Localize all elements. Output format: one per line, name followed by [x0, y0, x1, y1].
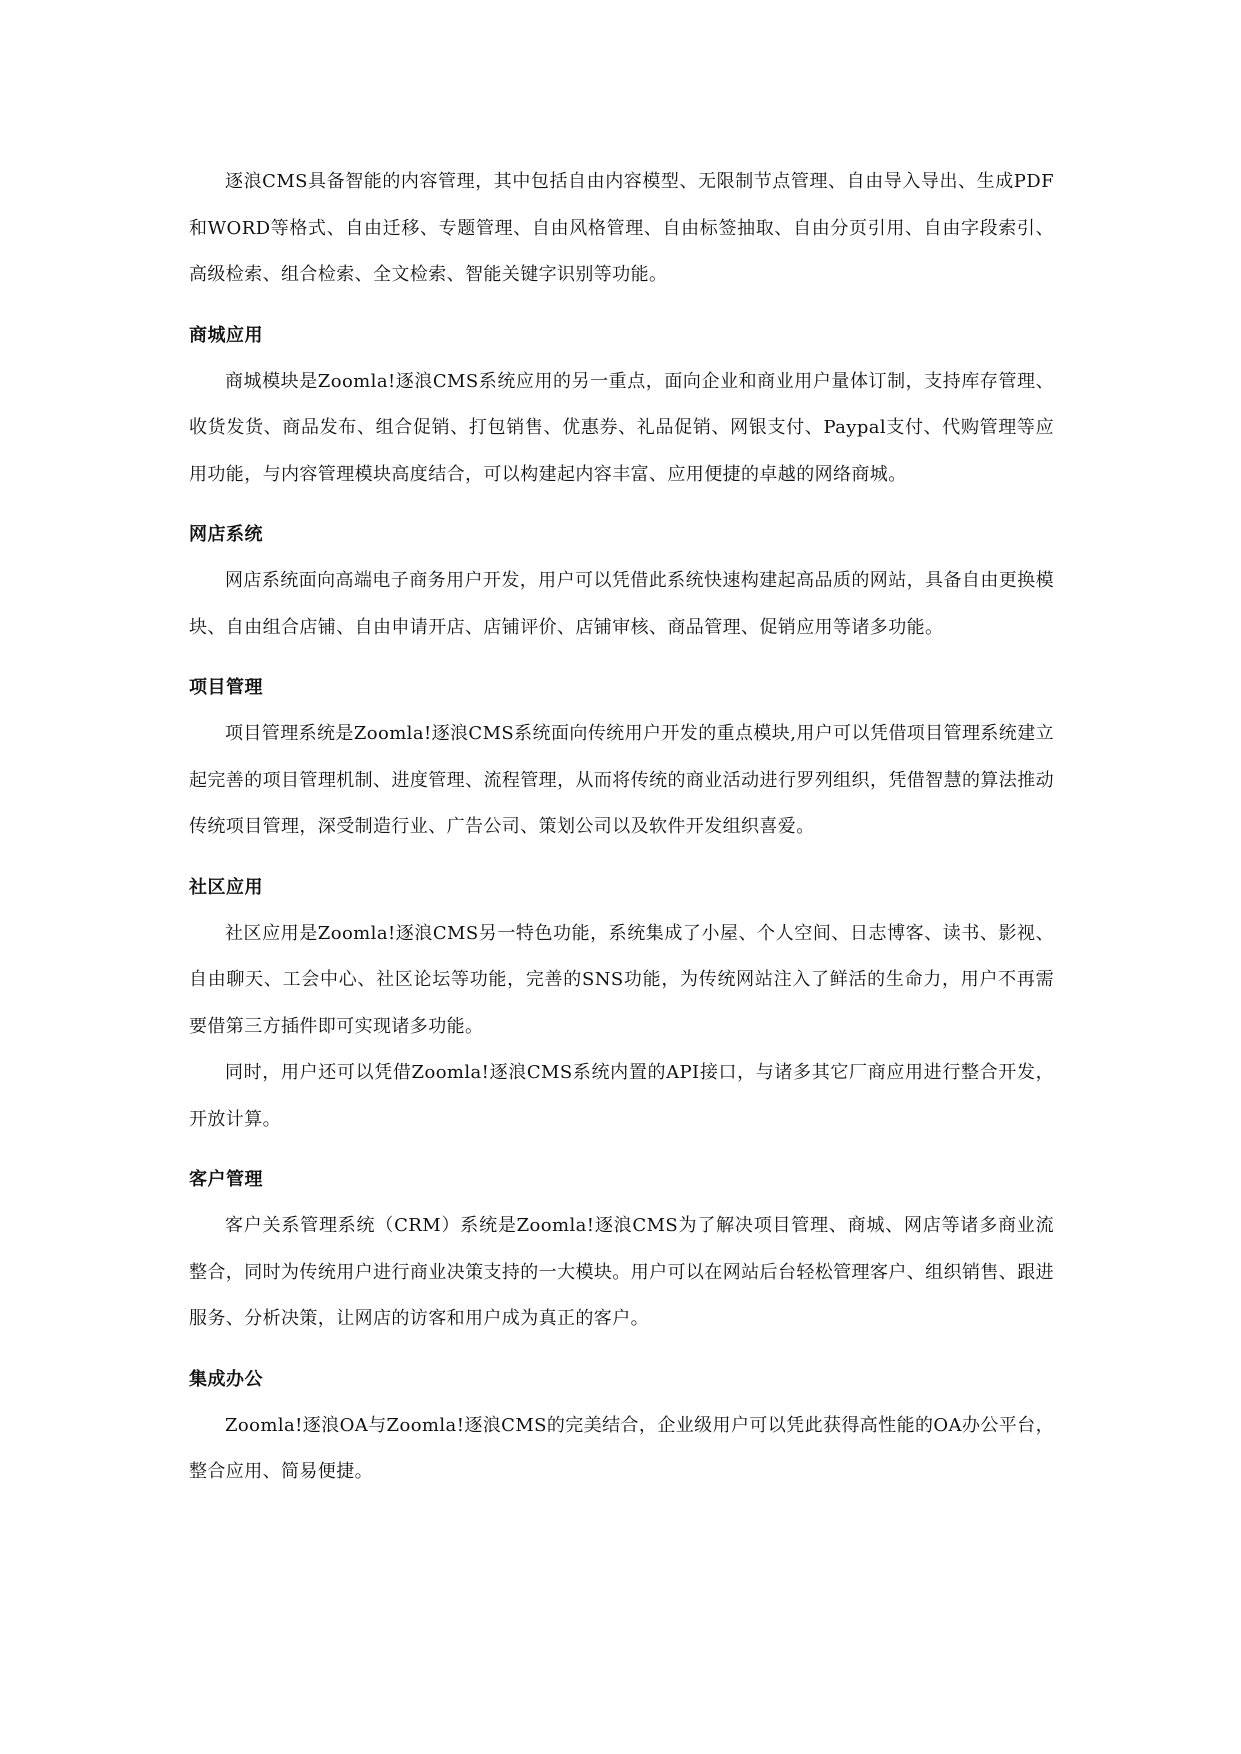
section-heading-mall: 商城应用 — [189, 324, 263, 346]
section-community — [189, 871, 1054, 1144]
section-paragraph: 商城模块是Zoomla!逐浪CMS系统应用的另一重点，面向企业和商业用户量体订制，支持库存管理、收货发货、商品发布、组合促销、打包销售、优惠券、礼品促销、网银支付、Paypal支付、代购管理等应用功能，与内容管理模块高度结合，可以构建起内容丰富、应用便捷的卓越的网络商城。 — [189, 370, 1054, 485]
document-body — [189, 159, 1054, 1496]
section-paragraph: Zoomla!逐浪OA与Zoomla!逐浪CMS的完美结合，企业级用户可以凭此获得高性能的OA办公平台，整合应用、简易便捷。 — [189, 1414, 1054, 1482]
section-paragraph: 项目管理系统是Zoomla!逐浪CMS系统面向传统用户开发的重点模块,用户可以凭借项目管理系统建立起完善的项目管理机制、进度管理、流程管理，从而将传统的商业活动进行罗列组织，凭借智慧的算法推动传统项目管理，深受制造行业、广告公司、策划公司以及软件开发组织喜爱。 — [189, 723, 1054, 837]
section-heading-shop-system: 网店系统 — [189, 524, 263, 545]
section-heading-community: 社区应用 — [189, 876, 263, 898]
intro-paragraph: 逐浪CMS具备智能的内容管理，其中包括自由内容模型、无限制节点管理、自由导入导出、生成PDF和WORD等格式、自由迁移、专题管理、自由风格管理、自由标签抽取、自由分页引用、自由字段索引、高级检索、组合检索、全文检索、智能关键字识别等功能。 — [189, 171, 1054, 285]
section-mall — [189, 319, 1054, 499]
section-crm — [189, 1163, 1054, 1343]
section-integrated-office — [189, 1363, 1054, 1496]
section-heading-integrated-office: 集成办公 — [189, 1368, 263, 1390]
section-shop-system — [189, 518, 1054, 651]
section-paragraph: 网店系统面向高端电子商务用户开发，用户可以凭借此系统快速构建起高品质的网站，具备自由更换模块、自由组合店铺、自由申请开店、店铺评价、店铺审核、商品管理、促销应用等诸多功能。 — [189, 570, 1054, 638]
section-heading-project-management: 项目管理 — [189, 677, 263, 698]
section-paragraph: 客户关系管理系统（CRM）系统是Zoomla!逐浪CMS为了解决项目管理、商城、网店等诸多商业流整合，同时为传统用户进行商业决策支持的一大模块。用户可以在网站后台轻松管理客户、组织销售、跟进服务、分析决策，让网店的访客和用户成为真正的客户。 — [189, 1215, 1054, 1329]
section-paragraph: 同时，用户还可以凭借Zoomla!逐浪CMS系统内置的API接口，与诸多其它厂商应用进行整合开发，开放计算。 — [189, 1062, 1054, 1130]
section-project-management — [189, 671, 1054, 851]
section-paragraph: 社区应用是Zoomla!逐浪CMS另一特色功能，系统集成了小屋、个人空间、日志博客、读书、影视、自由聊天、工会中心、社区论坛等功能，完善的SNS功能，为传统网站注入了鲜活的生命力，用户不再需要借第三方插件即可实现诸多功能。 — [189, 922, 1054, 1037]
section-heading-crm: 客户管理 — [189, 1169, 263, 1190]
